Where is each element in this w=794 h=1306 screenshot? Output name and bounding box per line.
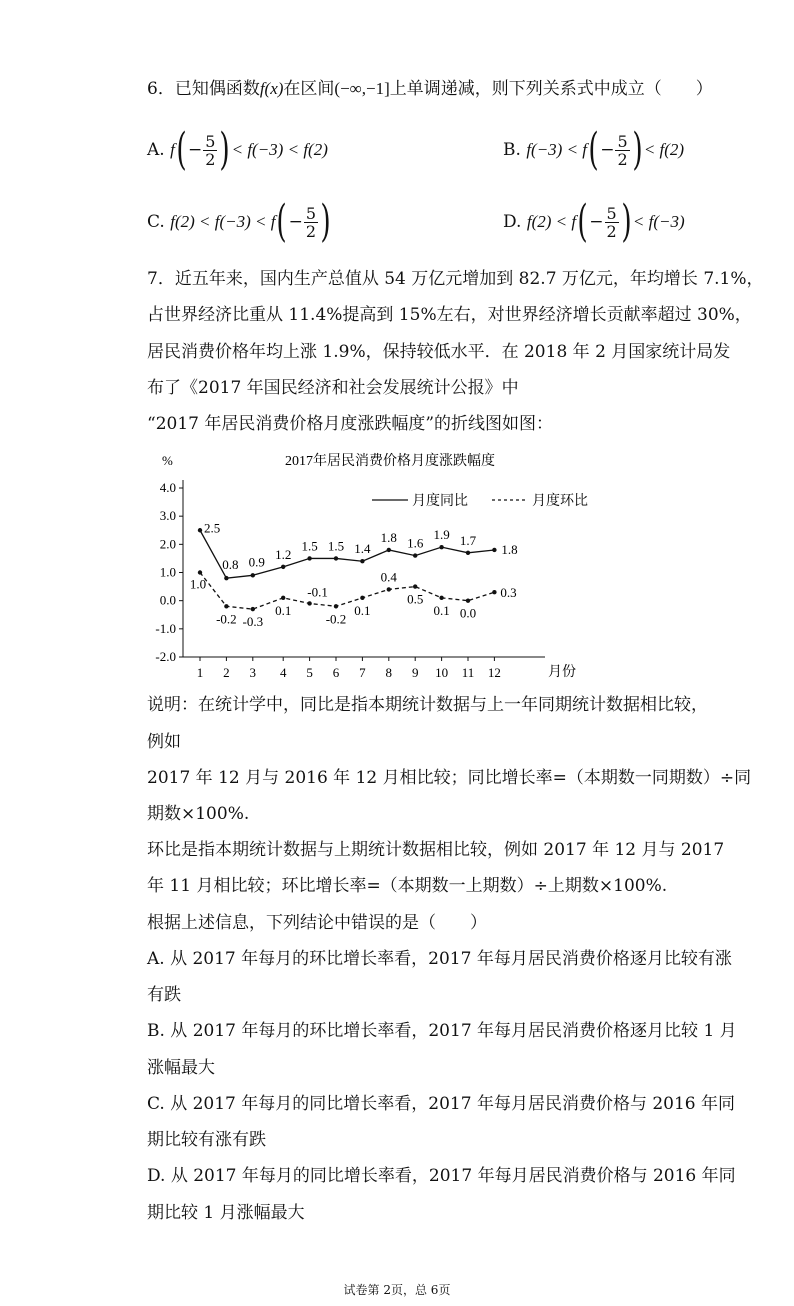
point-mom	[466, 598, 470, 602]
data-label-yoy: 0.9	[248, 554, 265, 570]
data-label-mom: -0.3	[242, 614, 264, 630]
data-label-mom: 0.4	[380, 569, 397, 585]
q7-option-c-line-1[interactable]: C. 从 2017 年每月的同比增长率看，2017 年每月居民消费价格与 2016 年同	[147, 1094, 736, 1114]
right-paren: )	[219, 124, 231, 175]
data-label-yoy: 2.5	[204, 520, 221, 536]
point-mom	[281, 596, 285, 600]
data-label-yoy: 1.7	[459, 532, 477, 548]
y-tick-label: 1.0	[159, 564, 176, 580]
option-label: A.	[147, 140, 165, 160]
data-label-mom: 0.5	[407, 591, 424, 607]
x-tick-label: 6	[332, 665, 340, 680]
q6-stem	[147, 77, 713, 101]
x-tick-label: 11	[461, 665, 475, 680]
q7-note-1: 说明：在统计学中，同比是指本期统计数据与上一年同期统计数据相比较，	[147, 695, 708, 715]
data-label-mom: 0.3	[500, 585, 517, 601]
fraction: $\frac{5}{2}$	[617, 131, 628, 169]
option-part-3: < f(−3)	[632, 212, 685, 231]
point-yoy	[492, 548, 496, 552]
point-yoy	[281, 565, 285, 569]
option-label: C.	[147, 212, 165, 232]
q7-option-d-line-2[interactable]: 期比较 1 月涨幅最大	[147, 1203, 305, 1223]
point-mom	[224, 604, 228, 608]
x-tick-label: 8	[385, 665, 393, 680]
data-label-yoy: 1.5	[327, 538, 345, 554]
x-tick-label: 10	[435, 665, 449, 680]
point-yoy	[413, 553, 417, 557]
q7-option-b-line-1[interactable]: B. 从 2017 年每月的环比增长率看，2017 年每月居民消费价格逐月比较 1 月	[147, 1021, 737, 1041]
point-yoy	[466, 551, 470, 555]
point-mom	[413, 584, 417, 588]
point-mom	[360, 596, 364, 600]
y-axis-label: %	[162, 453, 173, 468]
fraction: $\frac{5}{2}$	[305, 203, 317, 241]
data-label-mom: -0.1	[307, 584, 328, 600]
q6-stem-post: 上单调递减，则下列关系式中成立（ ）	[389, 79, 713, 99]
option-part-1: f(2) < f	[526, 212, 577, 231]
point-yoy	[251, 573, 255, 577]
data-label-mom: -0.2	[325, 611, 347, 627]
fraction: $\frac{5}{2}$	[205, 131, 216, 169]
legend	[372, 492, 588, 509]
point-yoy	[307, 556, 311, 560]
fraction: $\frac{5}{2}$	[606, 203, 617, 241]
series-line-mom	[200, 573, 494, 610]
data-label-yoy: 1.6	[407, 535, 424, 551]
point-mom	[251, 607, 255, 611]
legend-label-yoy: 月度同比	[412, 494, 468, 509]
x-tick-label: 12	[487, 665, 501, 680]
data-label-mom: -0.2	[216, 611, 237, 627]
q7-option-d-line-1[interactable]: D. 从 2017 年每月的同比增长率看，2017 年每月居民消费价格与 2016 年同	[147, 1166, 736, 1186]
q6-option-a[interactable]: A. f ( − $\frac{5}{2}$ ) < f(−3) < f(2)	[147, 124, 328, 175]
legend-label-mom: 月度环比	[532, 494, 588, 509]
data-label-mom: 0.1	[354, 602, 371, 618]
option-label: B.	[503, 140, 521, 160]
point-yoy	[334, 556, 338, 560]
x-tick-label: 3	[249, 665, 257, 680]
q7-line-4: 布了《2017 年国民经济和社会发展统计公报》中	[147, 378, 519, 398]
right-paren: )	[621, 196, 632, 247]
q6-option-c[interactable]: C. f(2) < f(−3) < f ( − $\frac{5}{2}$ )	[147, 196, 331, 247]
x-tick-label: 2	[223, 665, 230, 680]
point-mom	[439, 596, 443, 600]
x-tick-label: 1	[196, 665, 204, 680]
q7-line-5: “2017 年居民消费价格月度涨跌幅度”的折线图如图：	[147, 414, 554, 434]
x-tick-label: 7	[359, 665, 366, 680]
y-tick-label: 2.0	[159, 536, 176, 552]
left-paren: (	[176, 124, 187, 175]
x-tick-label: 9	[411, 665, 419, 680]
q6-fx: f(x)	[259, 79, 284, 98]
y-tick-label: 3.0	[159, 508, 176, 524]
q7-option-c-line-2[interactable]: 期比较有涨有跌	[147, 1130, 266, 1150]
point-mom	[198, 570, 202, 574]
x-tick-label: 4	[279, 665, 287, 680]
cpi-line-chart	[140, 445, 610, 685]
q7-note-3: 2017 年 12 月与 2016 年 12 月相比较；同比增长率=（本期数一同期数）÷同	[147, 768, 752, 788]
point-yoy	[439, 545, 443, 549]
q6-option-b[interactable]: B. f(−3) < f ( − $\frac{5}{2}$ ) < f(2)	[503, 124, 685, 175]
q7-option-a-line-1[interactable]: A. 从 2017 年每月的环比增长率看，2017 年每月居民消费价格逐月比较有涨	[147, 949, 732, 969]
data-label-yoy: 1.4	[354, 541, 371, 557]
q7-option-b-line-2[interactable]: 涨幅最大	[147, 1058, 215, 1078]
point-yoy	[224, 576, 228, 580]
data-label-yoy: 1.8	[501, 541, 518, 557]
q6-stem-pre: 6．已知偶函数	[147, 79, 260, 99]
data-label-yoy: 1.2	[275, 546, 292, 562]
point-mom	[492, 590, 496, 594]
option-part-3: < f(−3) < f(2)	[231, 140, 328, 159]
q6-option-d[interactable]: D. f(2) < f ( − $\frac{5}{2}$ ) < f(−3)	[503, 196, 685, 247]
chart-title: 2017年居民消费价格月度涨跌幅度	[285, 454, 495, 469]
q7-option-a-line-2[interactable]: 有跌	[147, 985, 181, 1005]
data-label-mom: 0.1	[275, 602, 292, 618]
q7-note-4: 期数×100%.	[147, 804, 250, 824]
right-paren: )	[632, 124, 643, 175]
option-label: D.	[503, 212, 522, 232]
q6-stem-mid: 在区间	[283, 79, 335, 99]
point-mom	[387, 587, 391, 591]
data-label-yoy: 1.5	[301, 538, 318, 554]
data-label-mom: 0.1	[433, 602, 450, 618]
series-line-yoy	[200, 530, 494, 578]
q7-question: 根据上述信息，下列结论中错误的是（ ）	[147, 913, 487, 933]
data-label-yoy: 1.8	[380, 529, 397, 545]
point-yoy	[360, 559, 364, 563]
left-paren: (	[276, 196, 288, 247]
point-mom	[307, 601, 311, 605]
data-label-yoy: 1.9	[433, 527, 450, 543]
option-part-1: f(−3) < f	[526, 140, 588, 159]
left-paren: (	[588, 124, 599, 175]
y-tick-label: 4.0	[159, 480, 176, 495]
x-tick-label: 5	[306, 665, 313, 680]
q7-line-1: 7．近五年来，国内生产总值从 54 万亿元增加到 82.7 万亿元，年均增长 7.1%，	[147, 269, 764, 289]
page-footer: 试卷第 2页，总 6页	[343, 1283, 451, 1297]
q7-note-6: 年 11 月相比较；环比增长率=（本期数一上期数）÷上期数×100%.	[147, 876, 668, 896]
q6-interval: (−∞,−1]	[334, 79, 390, 98]
q7-note-2: 例如	[147, 732, 181, 752]
y-tick-label: -2.0	[155, 649, 176, 664]
right-paren: )	[320, 196, 331, 247]
q7-line-2: 占世界经济比重从 11.4%提高到 15%左右，对世界经济增长贡献率超过 30%，	[147, 305, 752, 325]
y-tick-label: -1.0	[155, 620, 176, 636]
q7-note-5: 环比是指本期统计数据与上期统计数据相比较，例如 2017 年 12 月与 2017	[147, 840, 725, 860]
data-label-mom: 1.0	[189, 576, 207, 592]
point-mom	[334, 604, 338, 608]
option-part-3: < f(2)	[643, 140, 685, 159]
point-yoy	[198, 528, 202, 532]
q7-line-3: 居民消费价格年均上涨 1.9%，保持较低水平．在 2018 年 2 月国家统计局发	[147, 342, 731, 362]
x-axis-label: 月份	[548, 665, 576, 680]
data-label-mom: 0.0	[459, 605, 477, 621]
data-label-yoy: 0.8	[222, 557, 239, 573]
option-part-1: f	[170, 140, 175, 159]
point-yoy	[387, 548, 391, 552]
y-tick-label: 0.0	[159, 592, 176, 608]
left-paren: (	[577, 196, 588, 247]
option-part-1: f(2) < f(−3) < f	[170, 212, 276, 231]
